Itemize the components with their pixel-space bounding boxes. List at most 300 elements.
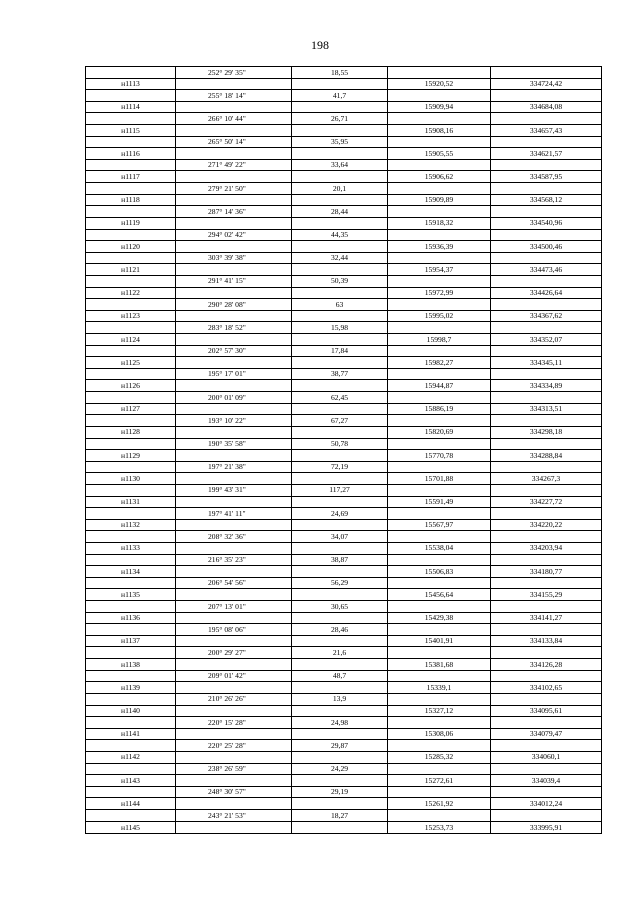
y-coordinate: 334060,1	[491, 751, 602, 763]
y-coordinate: 334724,42	[491, 78, 602, 90]
empty-cell	[491, 810, 602, 822]
x-coordinate: 15972,99	[388, 287, 491, 299]
y-coordinate: 334367,62	[491, 310, 602, 322]
y-coordinate: 334203,94	[491, 542, 602, 554]
y-coordinate: 334012,24	[491, 798, 602, 810]
empty-cell	[388, 159, 491, 171]
empty-cell	[176, 542, 292, 554]
y-coordinate: 334039,4	[491, 775, 602, 787]
x-coordinate: 15567,97	[388, 519, 491, 531]
empty-cell	[388, 90, 491, 102]
empty-cell	[292, 473, 388, 485]
empty-cell	[388, 484, 491, 496]
empty-cell	[388, 299, 491, 311]
x-coordinate: 15998,7	[388, 334, 491, 346]
empty-cell	[176, 101, 292, 113]
direction-angle: 303° 39' 38"	[176, 252, 292, 264]
point-name: н1131	[86, 496, 176, 508]
empty-cell	[176, 635, 292, 647]
empty-cell	[388, 368, 491, 380]
empty-cell	[292, 659, 388, 671]
x-coordinate: 15253,73	[388, 821, 491, 833]
empty-cell	[86, 299, 176, 311]
empty-cell	[176, 589, 292, 601]
empty-cell	[292, 589, 388, 601]
x-coordinate: 15591,49	[388, 496, 491, 508]
empty-cell	[292, 566, 388, 578]
distance: 41,7	[292, 90, 388, 102]
empty-cell	[176, 659, 292, 671]
segment-row	[86, 90, 602, 102]
x-coordinate: 15908,16	[388, 125, 491, 137]
distance: 24,98	[292, 717, 388, 729]
point-row	[86, 566, 602, 578]
empty-cell	[86, 461, 176, 473]
x-coordinate: 15820,69	[388, 426, 491, 438]
x-coordinate: 15906,62	[388, 171, 491, 183]
empty-cell	[86, 136, 176, 148]
point-name: н1127	[86, 403, 176, 415]
empty-cell	[388, 554, 491, 566]
empty-cell	[86, 601, 176, 613]
segment-row	[86, 647, 602, 659]
empty-cell	[86, 786, 176, 798]
distance: 34,07	[292, 531, 388, 543]
direction-angle: 197° 21' 38"	[176, 461, 292, 473]
empty-cell	[388, 345, 491, 357]
point-name: н1125	[86, 357, 176, 369]
direction-angle: 290° 28' 08"	[176, 299, 292, 311]
point-row	[86, 194, 602, 206]
segment-row	[86, 392, 602, 404]
empty-cell	[388, 531, 491, 543]
x-coordinate: 15401,91	[388, 635, 491, 647]
empty-cell	[491, 577, 602, 589]
empty-cell	[176, 403, 292, 415]
coordinates-table-body	[86, 67, 602, 834]
empty-cell	[86, 554, 176, 566]
point-name: н1124	[86, 334, 176, 346]
empty-cell	[388, 113, 491, 125]
point-row	[86, 217, 602, 229]
empty-cell	[292, 287, 388, 299]
empty-cell	[491, 229, 602, 241]
point-name: н1119	[86, 217, 176, 229]
empty-cell	[292, 78, 388, 90]
distance: 28,46	[292, 624, 388, 636]
x-coordinate: 15339,1	[388, 682, 491, 694]
empty-cell	[491, 484, 602, 496]
empty-cell	[86, 67, 176, 79]
direction-angle: 238° 26' 59"	[176, 763, 292, 775]
empty-cell	[388, 392, 491, 404]
coordinates-table	[85, 66, 602, 834]
point-row	[86, 78, 602, 90]
point-name: н1130	[86, 473, 176, 485]
empty-cell	[86, 229, 176, 241]
segment-row	[86, 415, 602, 427]
direction-angle: 207° 13' 01"	[176, 601, 292, 613]
segment-row	[86, 601, 602, 613]
segment-row	[86, 322, 602, 334]
empty-cell	[86, 392, 176, 404]
direction-angle: 271° 49' 22"	[176, 159, 292, 171]
direction-angle: 294° 02' 42"	[176, 229, 292, 241]
empty-cell	[388, 183, 491, 195]
point-name: н1128	[86, 426, 176, 438]
y-coordinate: 334334,89	[491, 380, 602, 392]
segment-row	[86, 763, 602, 775]
direction-angle: 199° 43' 31"	[176, 484, 292, 496]
empty-cell	[388, 275, 491, 287]
point-row	[86, 775, 602, 787]
segment-row	[86, 252, 602, 264]
empty-cell	[388, 786, 491, 798]
direction-angle: 252° 29' 35"	[176, 67, 292, 79]
y-coordinate: 334621,57	[491, 148, 602, 160]
y-coordinate: 334267,3	[491, 473, 602, 485]
empty-cell	[176, 310, 292, 322]
y-coordinate: 334473,46	[491, 264, 602, 276]
empty-cell	[491, 67, 602, 79]
empty-cell	[388, 136, 491, 148]
empty-cell	[491, 693, 602, 705]
x-coordinate: 15918,32	[388, 217, 491, 229]
y-coordinate: 334657,43	[491, 125, 602, 137]
y-coordinate: 334426,64	[491, 287, 602, 299]
x-coordinate: 15506,83	[388, 566, 491, 578]
segment-row	[86, 368, 602, 380]
point-row	[86, 380, 602, 392]
segment-row	[86, 484, 602, 496]
y-coordinate: 334141,27	[491, 612, 602, 624]
point-row	[86, 751, 602, 763]
point-row	[86, 635, 602, 647]
point-name: н1123	[86, 310, 176, 322]
empty-cell	[388, 740, 491, 752]
y-coordinate: 334313,51	[491, 403, 602, 415]
page-number: 198	[311, 38, 329, 52]
point-row	[86, 821, 602, 833]
x-coordinate: 15308,06	[388, 728, 491, 740]
point-name: н1144	[86, 798, 176, 810]
empty-cell	[86, 577, 176, 589]
point-row	[86, 542, 602, 554]
empty-cell	[491, 647, 602, 659]
y-coordinate: 334540,96	[491, 217, 602, 229]
empty-cell	[292, 542, 388, 554]
distance: 29,19	[292, 786, 388, 798]
distance: 15,98	[292, 322, 388, 334]
empty-cell	[388, 763, 491, 775]
direction-angle: 248° 30' 57"	[176, 786, 292, 798]
x-coordinate: 15944,87	[388, 380, 491, 392]
direction-angle: 206° 54' 56"	[176, 577, 292, 589]
point-row	[86, 496, 602, 508]
empty-cell	[86, 183, 176, 195]
segment-row	[86, 299, 602, 311]
empty-cell	[86, 415, 176, 427]
x-coordinate: 15429,38	[388, 612, 491, 624]
direction-angle: 210° 26' 26"	[176, 693, 292, 705]
point-name: н1134	[86, 566, 176, 578]
empty-cell	[176, 194, 292, 206]
point-name: н1135	[86, 589, 176, 601]
empty-cell	[86, 647, 176, 659]
point-row	[86, 403, 602, 415]
point-row	[86, 798, 602, 810]
point-name: н1133	[86, 542, 176, 554]
empty-cell	[86, 531, 176, 543]
empty-cell	[491, 113, 602, 125]
empty-cell	[176, 426, 292, 438]
empty-cell	[86, 322, 176, 334]
point-row	[86, 264, 602, 276]
empty-cell	[176, 751, 292, 763]
direction-angle: 200° 29' 27"	[176, 647, 292, 659]
empty-cell	[491, 183, 602, 195]
direction-angle: 190° 35' 58"	[176, 438, 292, 450]
empty-cell	[176, 78, 292, 90]
point-row	[86, 334, 602, 346]
x-coordinate: 15272,61	[388, 775, 491, 787]
y-coordinate: 334227,72	[491, 496, 602, 508]
distance: 56,29	[292, 577, 388, 589]
empty-cell	[292, 125, 388, 137]
point-row	[86, 450, 602, 462]
x-coordinate: 15770,78	[388, 450, 491, 462]
empty-cell	[388, 693, 491, 705]
x-coordinate: 15954,37	[388, 264, 491, 276]
empty-cell	[491, 461, 602, 473]
segment-row	[86, 67, 602, 79]
empty-cell	[292, 798, 388, 810]
segment-row	[86, 740, 602, 752]
empty-cell	[86, 484, 176, 496]
empty-cell	[176, 705, 292, 717]
point-name: н1137	[86, 635, 176, 647]
empty-cell	[388, 229, 491, 241]
segment-row	[86, 693, 602, 705]
y-coordinate: 334345,11	[491, 357, 602, 369]
empty-cell	[176, 148, 292, 160]
segment-row	[86, 810, 602, 822]
empty-cell	[176, 241, 292, 253]
direction-angle: 265° 50' 14"	[176, 136, 292, 148]
direction-angle: 200° 01' 09"	[176, 392, 292, 404]
empty-cell	[292, 334, 388, 346]
empty-cell	[86, 624, 176, 636]
x-coordinate: 15381,68	[388, 659, 491, 671]
empty-cell	[292, 751, 388, 763]
empty-cell	[292, 728, 388, 740]
empty-cell	[176, 728, 292, 740]
x-coordinate: 15327,12	[388, 705, 491, 717]
point-name: н1132	[86, 519, 176, 531]
direction-angle: 283° 18' 52"	[176, 322, 292, 334]
segment-row	[86, 438, 602, 450]
direction-angle: 291° 41' 15"	[176, 275, 292, 287]
point-name: н1114	[86, 101, 176, 113]
distance: 50,78	[292, 438, 388, 450]
point-row	[86, 659, 602, 671]
distance: 38,77	[292, 368, 388, 380]
distance: 13,9	[292, 693, 388, 705]
empty-cell	[176, 566, 292, 578]
point-name: н1138	[86, 659, 176, 671]
segment-row	[86, 624, 602, 636]
point-name: н1140	[86, 705, 176, 717]
direction-angle: 195° 08' 06"	[176, 624, 292, 636]
y-coordinate: 334155,29	[491, 589, 602, 601]
y-coordinate: 334126,28	[491, 659, 602, 671]
x-coordinate: 15909,94	[388, 101, 491, 113]
segment-row	[86, 275, 602, 287]
point-name: н1141	[86, 728, 176, 740]
distance: 28,44	[292, 206, 388, 218]
empty-cell	[491, 601, 602, 613]
y-coordinate: 334298,18	[491, 426, 602, 438]
y-coordinate: 334102,65	[491, 682, 602, 694]
segment-row	[86, 670, 602, 682]
empty-cell	[491, 368, 602, 380]
empty-cell	[388, 461, 491, 473]
empty-cell	[176, 473, 292, 485]
empty-cell	[86, 763, 176, 775]
point-name: н1120	[86, 241, 176, 253]
empty-cell	[292, 241, 388, 253]
x-coordinate: 15886,19	[388, 403, 491, 415]
empty-cell	[388, 647, 491, 659]
empty-cell	[292, 635, 388, 647]
x-coordinate: 15920,52	[388, 78, 491, 90]
point-name: н1113	[86, 78, 176, 90]
empty-cell	[388, 577, 491, 589]
y-coordinate: 334568,12	[491, 194, 602, 206]
distance: 24,69	[292, 508, 388, 520]
empty-cell	[86, 345, 176, 357]
empty-cell	[491, 275, 602, 287]
direction-angle: 279° 21' 50"	[176, 183, 292, 195]
point-name: н1121	[86, 264, 176, 276]
empty-cell	[491, 90, 602, 102]
empty-cell	[176, 217, 292, 229]
y-coordinate: 334587,95	[491, 171, 602, 183]
empty-cell	[86, 508, 176, 520]
empty-cell	[292, 101, 388, 113]
empty-cell	[292, 682, 388, 694]
distance: 18,55	[292, 67, 388, 79]
empty-cell	[86, 113, 176, 125]
y-coordinate: 334500,46	[491, 241, 602, 253]
empty-cell	[491, 740, 602, 752]
segment-row	[86, 183, 602, 195]
distance: 30,65	[292, 601, 388, 613]
direction-angle: 197° 41' 11"	[176, 508, 292, 520]
distance: 48,7	[292, 670, 388, 682]
x-coordinate: 15261,92	[388, 798, 491, 810]
empty-cell	[86, 159, 176, 171]
empty-cell	[292, 496, 388, 508]
x-coordinate: 15905,55	[388, 148, 491, 160]
x-coordinate: 15936,39	[388, 241, 491, 253]
x-coordinate: 15909,89	[388, 194, 491, 206]
empty-cell	[491, 299, 602, 311]
empty-cell	[292, 148, 388, 160]
empty-cell	[86, 670, 176, 682]
point-row	[86, 705, 602, 717]
segment-row	[86, 717, 602, 729]
empty-cell	[86, 206, 176, 218]
distance: 32,44	[292, 252, 388, 264]
empty-cell	[491, 554, 602, 566]
y-coordinate: 334684,08	[491, 101, 602, 113]
segment-row	[86, 113, 602, 125]
empty-cell	[292, 705, 388, 717]
point-row	[86, 728, 602, 740]
direction-angle: 195° 17' 01"	[176, 368, 292, 380]
distance: 20,1	[292, 183, 388, 195]
point-row	[86, 287, 602, 299]
empty-cell	[86, 740, 176, 752]
segment-row	[86, 136, 602, 148]
point-row	[86, 519, 602, 531]
empty-cell	[292, 821, 388, 833]
empty-cell	[491, 763, 602, 775]
point-row	[86, 101, 602, 113]
direction-angle: 209° 01' 42"	[176, 670, 292, 682]
distance: 62,45	[292, 392, 388, 404]
point-row	[86, 612, 602, 624]
empty-cell	[388, 67, 491, 79]
x-coordinate: 15995,02	[388, 310, 491, 322]
segment-row	[86, 206, 602, 218]
point-row	[86, 171, 602, 183]
y-coordinate: 334079,47	[491, 728, 602, 740]
distance: 38,87	[292, 554, 388, 566]
empty-cell	[491, 624, 602, 636]
point-name: н1129	[86, 450, 176, 462]
empty-cell	[491, 786, 602, 798]
empty-cell	[176, 125, 292, 137]
direction-angle: 208° 32' 36"	[176, 531, 292, 543]
empty-cell	[292, 426, 388, 438]
point-row	[86, 473, 602, 485]
distance: 18,27	[292, 810, 388, 822]
empty-cell	[491, 322, 602, 334]
empty-cell	[491, 717, 602, 729]
segment-row	[86, 461, 602, 473]
direction-angle: 193° 10' 22"	[176, 415, 292, 427]
empty-cell	[491, 531, 602, 543]
point-row	[86, 682, 602, 694]
y-coordinate: 333995,91	[491, 821, 602, 833]
segment-row	[86, 531, 602, 543]
distance: 17,84	[292, 345, 388, 357]
x-coordinate: 15538,04	[388, 542, 491, 554]
empty-cell	[176, 775, 292, 787]
empty-cell	[491, 345, 602, 357]
empty-cell	[292, 310, 388, 322]
empty-cell	[388, 508, 491, 520]
distance: 63	[292, 299, 388, 311]
empty-cell	[491, 670, 602, 682]
empty-cell	[176, 287, 292, 299]
empty-cell	[292, 194, 388, 206]
distance: 26,71	[292, 113, 388, 125]
empty-cell	[176, 612, 292, 624]
segment-row	[86, 786, 602, 798]
